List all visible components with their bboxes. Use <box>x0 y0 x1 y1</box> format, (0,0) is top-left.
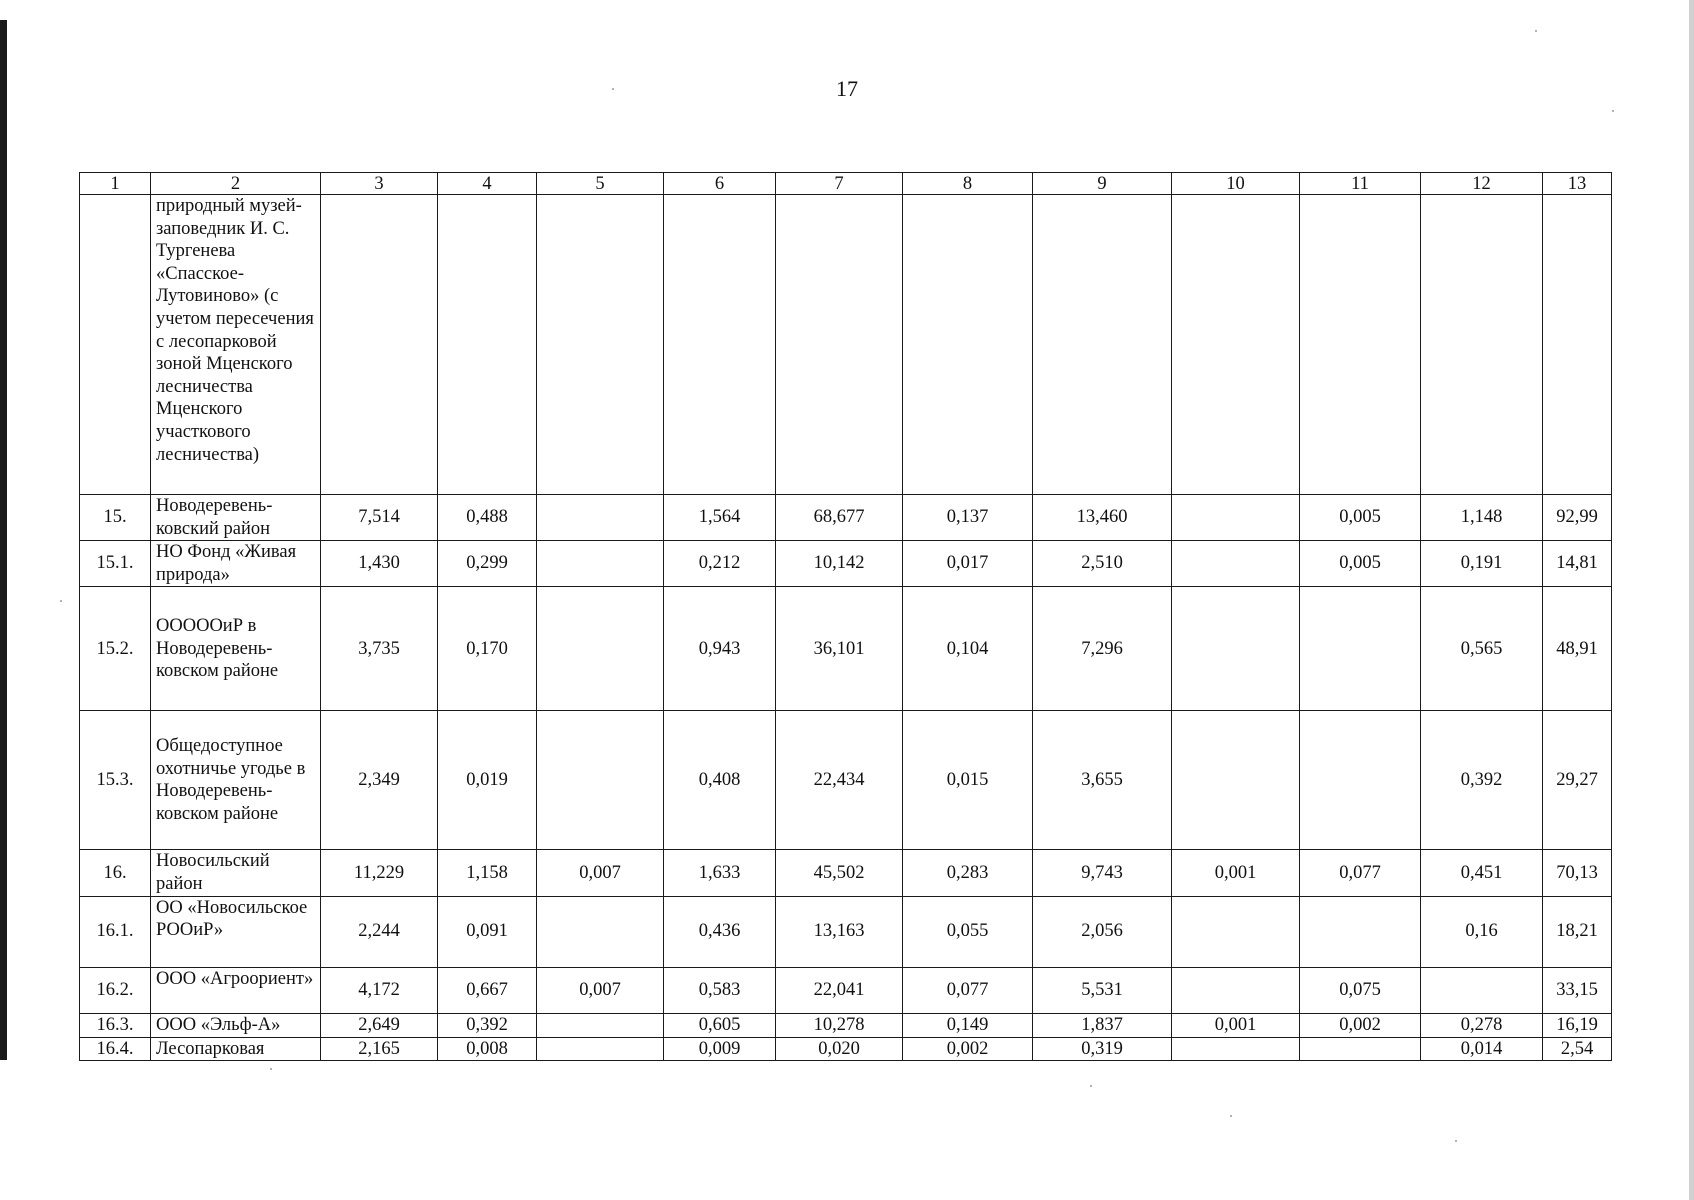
table-cell <box>1172 1037 1300 1061</box>
col-header: 10 <box>1172 173 1300 195</box>
table-cell: 0,278 <box>1421 1013 1543 1037</box>
scan-speck <box>1455 1140 1457 1142</box>
table-cell: 0,001 <box>1172 1013 1300 1037</box>
col-header: 13 <box>1543 173 1612 195</box>
row-number: 16. <box>80 850 151 896</box>
table-cell: 2,510 <box>1033 541 1172 587</box>
table-cell: 29,27 <box>1543 711 1612 850</box>
table-cell: 0,436 <box>664 896 776 967</box>
scan-left-edge <box>0 20 7 1060</box>
table-cell <box>438 195 537 495</box>
table-cell <box>664 195 776 495</box>
scan-right-edge <box>1689 0 1694 1200</box>
page-number: 17 <box>836 76 858 101</box>
table-cell <box>537 896 664 967</box>
table-cell: 0,002 <box>1300 1013 1421 1037</box>
table-cell: 0,005 <box>1300 541 1421 587</box>
table-cell: 1,633 <box>664 850 776 896</box>
row-name: ОО «Новосильское РООиР» <box>151 896 321 967</box>
scan-speck <box>1090 1085 1092 1087</box>
table-cell <box>321 195 438 495</box>
col-header: 1 <box>80 173 151 195</box>
row-name: ОООООиР в Новодеревень-ковском районе <box>151 587 321 711</box>
table-cell: 0,943 <box>664 587 776 711</box>
table-cell <box>1300 195 1421 495</box>
table-cell: 0,16 <box>1421 896 1543 967</box>
table-cell: 10,278 <box>776 1013 903 1037</box>
table-cell: 13,460 <box>1033 495 1172 541</box>
table-cell: 22,434 <box>776 711 903 850</box>
table-cell <box>1543 195 1612 495</box>
table-cell <box>1300 711 1421 850</box>
table-cell: 7,514 <box>321 495 438 541</box>
table-cell: 0,077 <box>903 967 1033 1013</box>
table-cell: 16,19 <box>1543 1013 1612 1037</box>
table-cell: 0,075 <box>1300 967 1421 1013</box>
table-cell <box>537 711 664 850</box>
col-header: 2 <box>151 173 321 195</box>
table-cell: 0,170 <box>438 587 537 711</box>
table-cell: 0,451 <box>1421 850 1543 896</box>
table-cell: 0,299 <box>438 541 537 587</box>
table-cell: 0,392 <box>438 1013 537 1037</box>
table-cell: 2,349 <box>321 711 438 850</box>
row-number: 15.3. <box>80 711 151 850</box>
table-cell <box>1172 711 1300 850</box>
table-row <box>80 1037 1612 1061</box>
table-cell: 0,191 <box>1421 541 1543 587</box>
table-cell: 2,244 <box>321 896 438 967</box>
table-cell: 2,165 <box>321 1037 438 1061</box>
table-cell: 92,99 <box>1543 495 1612 541</box>
table-cell: 0,008 <box>438 1037 537 1061</box>
table-cell <box>1172 896 1300 967</box>
table-cell: 0,488 <box>438 495 537 541</box>
table-cell: 33,15 <box>1543 967 1612 1013</box>
table-cell: 1,430 <box>321 541 438 587</box>
col-header: 9 <box>1033 173 1172 195</box>
table-cell: 45,502 <box>776 850 903 896</box>
table-cell <box>1421 195 1543 495</box>
table-cell <box>1172 541 1300 587</box>
col-header: 4 <box>438 173 537 195</box>
table-cell: 0,019 <box>438 711 537 850</box>
col-header: 3 <box>321 173 438 195</box>
table-cell: 48,91 <box>1543 587 1612 711</box>
row-name: Новосильский район <box>151 850 321 896</box>
table-cell: 0,408 <box>664 711 776 850</box>
table-cell: 9,743 <box>1033 850 1172 896</box>
table-cell: 68,677 <box>776 495 903 541</box>
row-number: 16.1. <box>80 896 151 967</box>
table-cell: 14,81 <box>1543 541 1612 587</box>
col-header: 11 <box>1300 173 1421 195</box>
table-cell <box>1172 495 1300 541</box>
table-cell: 0,565 <box>1421 587 1543 711</box>
scan-speck <box>60 600 62 602</box>
table-cell: 0,005 <box>1300 495 1421 541</box>
table-row <box>80 495 1612 541</box>
table-cell: 0,104 <box>903 587 1033 711</box>
table-cell <box>537 1013 664 1037</box>
col-header: 6 <box>664 173 776 195</box>
table-row <box>80 967 1612 1013</box>
table-cell <box>537 1037 664 1061</box>
col-header: 7 <box>776 173 903 195</box>
row-number: 16.2. <box>80 967 151 1013</box>
table-row <box>80 1013 1612 1037</box>
table-cell <box>1172 195 1300 495</box>
table-cell: 0,014 <box>1421 1037 1543 1061</box>
table-cell: 0,007 <box>537 967 664 1013</box>
row-name: Новодеревень-ковский район <box>151 495 321 541</box>
table-cell: 0,283 <box>903 850 1033 896</box>
row-name: Общедоступное охотничье угодье в Новодеревень-ковском районе <box>151 711 321 850</box>
scan-speck <box>612 88 614 90</box>
row-name: Лесопарковая <box>151 1037 321 1061</box>
table-cell: 0,605 <box>664 1013 776 1037</box>
table-cell: 0,137 <box>903 495 1033 541</box>
row-number: 15. <box>80 495 151 541</box>
table-cell: 0,015 <box>903 711 1033 850</box>
table-cell <box>537 587 664 711</box>
table-cell: 3,655 <box>1033 711 1172 850</box>
table-cell <box>1421 967 1543 1013</box>
table-cell: 0,077 <box>1300 850 1421 896</box>
row-name: ООО «Эльф-А» <box>151 1013 321 1037</box>
table-cell <box>1172 587 1300 711</box>
table-cell <box>1033 195 1172 495</box>
data-table <box>79 172 1612 1061</box>
table-cell: 1,564 <box>664 495 776 541</box>
table-cell: 2,649 <box>321 1013 438 1037</box>
table-cell <box>537 195 664 495</box>
table-row <box>80 711 1612 850</box>
scan-speck <box>1612 110 1614 112</box>
row-number <box>80 195 151 495</box>
scan-speck <box>1230 1115 1232 1117</box>
table-row <box>80 850 1612 896</box>
table-cell <box>1300 896 1421 967</box>
table-cell: 0,319 <box>1033 1037 1172 1061</box>
table-cell <box>1300 1037 1421 1061</box>
row-name: НО Фонд «Живая природа» <box>151 541 321 587</box>
table-cell <box>776 195 903 495</box>
scan-speck <box>1535 30 1537 32</box>
table-cell <box>537 495 664 541</box>
table-cell: 0,667 <box>438 967 537 1013</box>
row-number: 15.1. <box>80 541 151 587</box>
col-header: 5 <box>537 173 664 195</box>
table-cell: 0,055 <box>903 896 1033 967</box>
table-cell: 10,142 <box>776 541 903 587</box>
row-name: ООО «Агроориент» <box>151 967 321 1013</box>
table-cell: 0,001 <box>1172 850 1300 896</box>
table-cell: 36,101 <box>776 587 903 711</box>
table-cell: 0,392 <box>1421 711 1543 850</box>
table-cell <box>1300 587 1421 711</box>
table-cell: 22,041 <box>776 967 903 1013</box>
table-cell: 2,54 <box>1543 1037 1612 1061</box>
table-cell: 2,056 <box>1033 896 1172 967</box>
table-cell: 0,002 <box>903 1037 1033 1061</box>
table-cell <box>1172 967 1300 1013</box>
row-number: 15.2. <box>80 587 151 711</box>
table-cell: 70,13 <box>1543 850 1612 896</box>
table-cell: 11,229 <box>321 850 438 896</box>
table-cell <box>537 541 664 587</box>
row-name: природный музей-заповедник И. С. Тургенева «Спасское-Лутовиново» (с учетом пересечения с лесопарковой зоной Мценского лесничества Мценского участкового лесничества) <box>151 195 321 495</box>
table-cell <box>903 195 1033 495</box>
table-cell: 0,017 <box>903 541 1033 587</box>
table-cell: 0,020 <box>776 1037 903 1061</box>
row-number: 16.4. <box>80 1037 151 1061</box>
table-cell: 5,531 <box>1033 967 1172 1013</box>
table-cell: 0,212 <box>664 541 776 587</box>
table-row <box>80 896 1612 967</box>
scan-speck <box>270 1068 272 1070</box>
table-cell: 0,149 <box>903 1013 1033 1037</box>
table-cell: 4,172 <box>321 967 438 1013</box>
table-row <box>80 541 1612 587</box>
table-cell: 0,007 <box>537 850 664 896</box>
col-header: 8 <box>903 173 1033 195</box>
table-cell: 0,583 <box>664 967 776 1013</box>
col-header: 12 <box>1421 173 1543 195</box>
table-cell: 0,091 <box>438 896 537 967</box>
table-row <box>80 195 1612 495</box>
header-row <box>80 173 1612 195</box>
row-number: 16.3. <box>80 1013 151 1037</box>
table-cell: 7,296 <box>1033 587 1172 711</box>
table-cell: 3,735 <box>321 587 438 711</box>
table-cell: 13,163 <box>776 896 903 967</box>
table-cell: 0,009 <box>664 1037 776 1061</box>
table-cell: 1,837 <box>1033 1013 1172 1037</box>
table-cell: 18,21 <box>1543 896 1612 967</box>
table-row <box>80 587 1612 711</box>
table-cell: 1,158 <box>438 850 537 896</box>
table-cell: 1,148 <box>1421 495 1543 541</box>
